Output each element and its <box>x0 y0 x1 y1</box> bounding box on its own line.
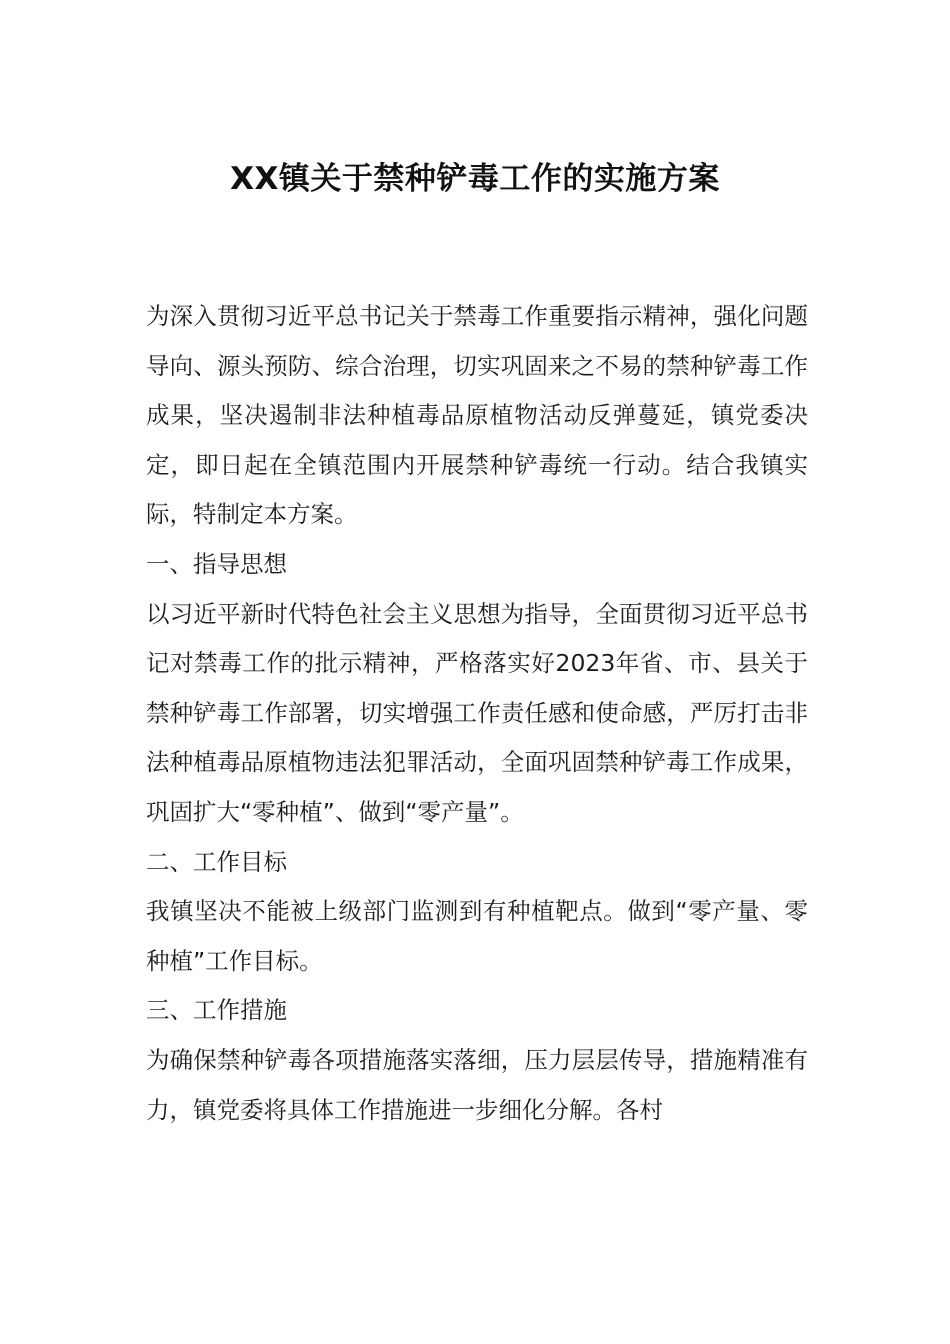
section-heading-guiding-ideology: 一、指导思想 <box>146 549 287 578</box>
section-heading-work-measures: 三、工作措施 <box>146 996 287 1025</box>
section-paragraph-guiding-ideology: 以习近平新时代特色社会主义思想为指导，全面贯彻习近平总书记对禁毒工作的批示精神，严格落实好2023年省、市、县关于禁种铲毒工作部署，切实增强工作责任感和使命感，严厉打击非法种植毒品原植物违法犯罪活动，全面巩固禁种铲毒工作成果，巩固扩大“零种植”、做到“零产量”。 <box>146 599 808 826</box>
section-heading-work-goals: 二、工作目标 <box>146 847 287 876</box>
section-paragraph-work-goals: 我镇坚决不能被上级部门监测到有种植靶点。做到“零产量、零种植”工作目标。 <box>146 897 808 975</box>
document-body <box>146 292 808 1135</box>
intro-paragraph: 为深入贯彻习近平总书记关于禁毒工作重要指示精神，强化问题导向、源头预防、综合治理，切实巩固来之不易的禁种铲毒工作成果，坚决遏制非法种植毒品原植物活动反弹蔓延，镇党委决定，即日起在全镇范围内开展禁种铲毒统一行动。结合我镇实际，特制定本方案。 <box>146 302 808 529</box>
document-title: XX镇关于禁种铲毒工作的实施方案 <box>230 161 720 197</box>
section-paragraph-work-measures: 为确保禁种铲毒各项措施落实落细，压力层层传导，措施精准有力，镇党委将具体工作措施进一步细化分解。各村 <box>146 1045 808 1124</box>
